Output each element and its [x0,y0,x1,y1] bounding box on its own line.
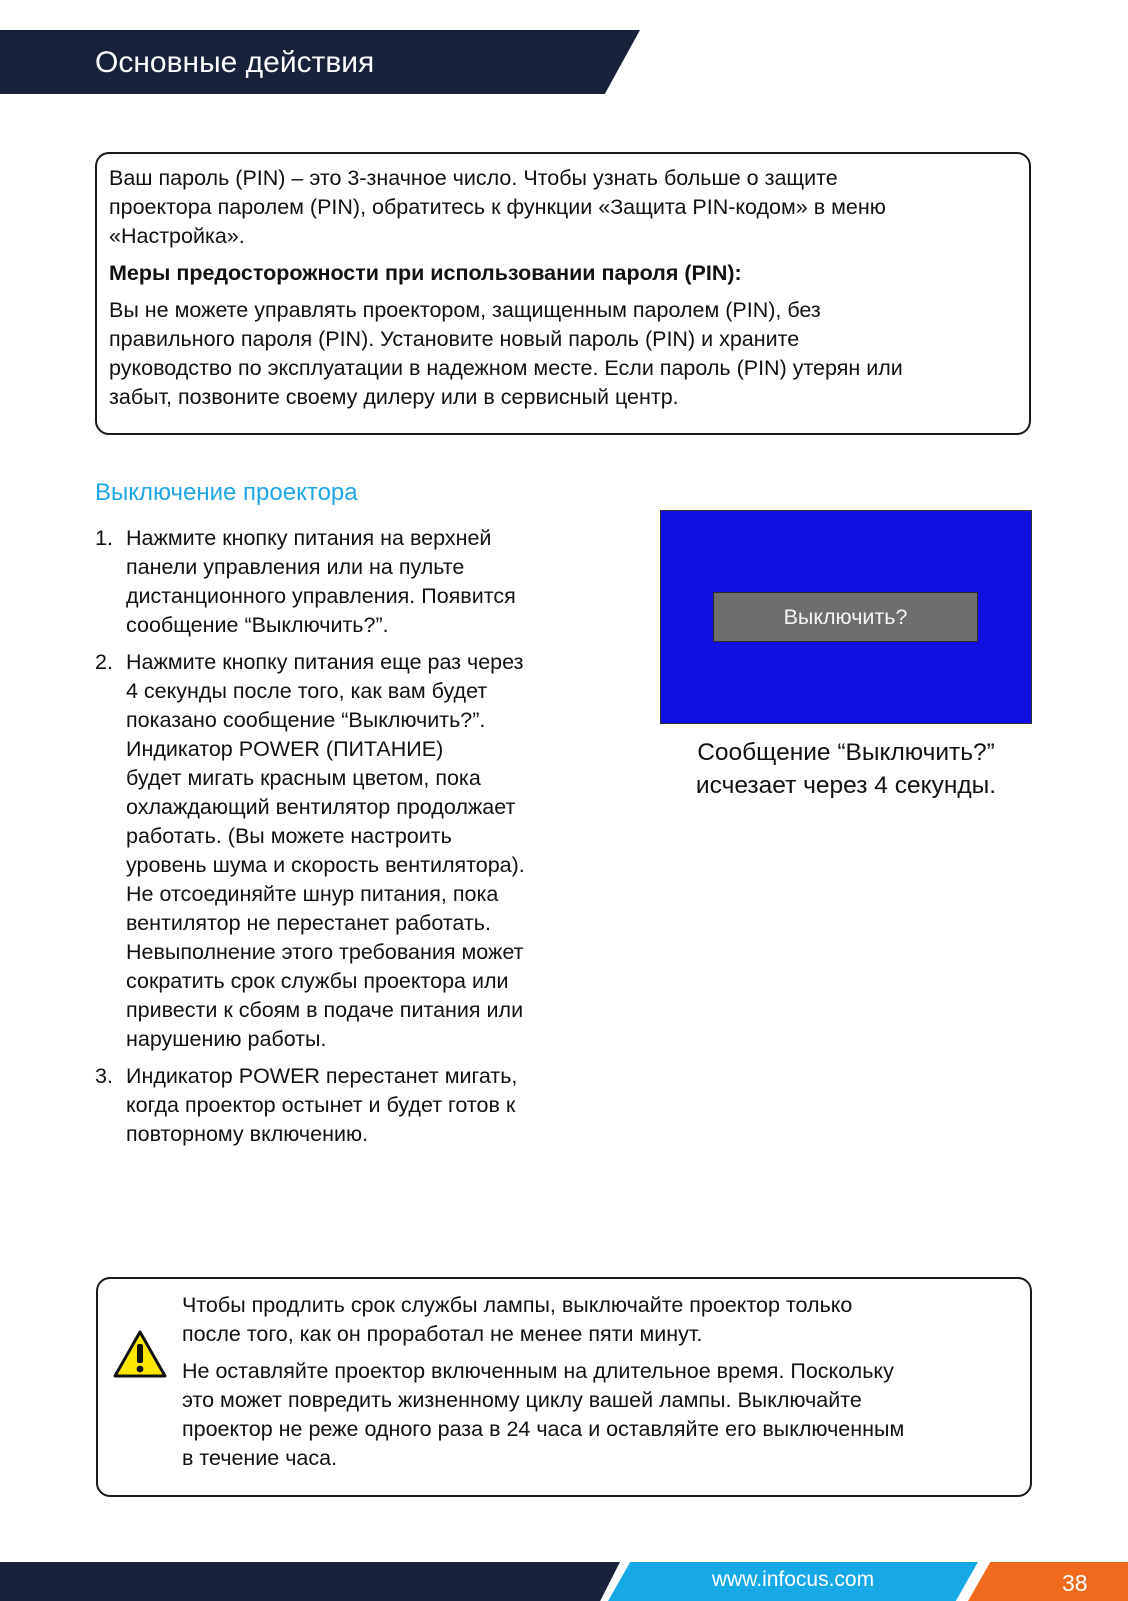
step-line: Не отсоединяйте шнур питания, пока [126,882,499,906]
steps-list [95,524,615,1157]
warning-line: после того, как он проработал не менее пяти минут. [182,1322,703,1346]
warning-paragraph [182,1357,1022,1473]
step-line: уровень шума и скорость вентилятора). [126,853,525,877]
warning-box [96,1277,1032,1497]
pin-note-body-line: правильного пароля (PIN). Установите новый пароль (PIN) и храните [109,327,800,351]
footer-url[interactable]: www.infocus.com [711,1568,875,1591]
warning-text [182,1291,1022,1473]
screen-caption-line: Сообщение “Выключить?” [697,739,995,766]
step-line: 4 секунды после того, как вам будет [126,679,488,703]
step-line: дистанционного управления. Появится [126,584,516,608]
step-line: сократить срок службы проектора или [126,969,509,993]
step-line: привести к сбоям в подаче питания или [126,998,524,1022]
footer-bar-dark [0,1562,620,1601]
pin-note-intro [109,164,1017,251]
warning-line: проектор не реже одного раза в 24 часа и оставляйте его выключенным [182,1417,905,1441]
section-title: Выключение проектора [95,479,358,506]
step-item [95,648,615,1054]
shutdown-confirm-message: Выключить? [713,592,978,642]
step-item [95,1062,615,1149]
step-line: показано сообщение “Выключить?”. [126,708,486,732]
pin-note-heading: Меры предосторожности при использовании пароля (PIN): [109,261,742,285]
pin-note-body-line: Вы не можете управлять проектором, защищенным паролем (PIN), без [109,298,821,322]
warning-line: в течение часа. [182,1446,338,1470]
warning-line: это может повредить жизненному циклу вашей лампы. Выключайте [182,1388,862,1412]
step-line: Индикатор POWER перестанет мигать, [126,1064,518,1088]
pin-note-body-line: руководство по эксплуатации в надежном месте. Если пароль (PIN) утерян или [109,356,903,380]
step-line: сообщение “Выключить?”. [126,613,389,637]
pin-note-intro-line: проектора паролем (PIN), обратитесь к функции «Защита PIN-кодом» в меню [109,195,886,219]
warning-line: Чтобы продлить срок службы лампы, выключайте проектор только [182,1293,853,1317]
pin-note-box [95,152,1031,435]
step-line: Индикатор POWER (ПИТАНИЕ) [126,737,444,761]
step-line: панели управления или на пульте [126,555,465,579]
step-line: Нажмите кнопку питания на верхней [126,526,492,550]
warning-triangle-icon [112,1329,168,1379]
footer-bar-orange [968,1562,1128,1601]
step-number: 2. [95,650,113,674]
step-line: вентилятор не перестанет работать. [126,911,491,935]
step-item [95,524,615,640]
step-number: 1. [95,526,113,550]
page-number: 38 [1062,1570,1088,1596]
step-line: когда проектор остынет и будет готов к [126,1093,516,1117]
pin-note-intro-line: Ваш пароль (PIN) – это 3-значное число. Чтобы узнать больше о защите [109,166,838,190]
warning-paragraph [182,1291,1022,1349]
step-number: 3. [95,1064,113,1088]
step-line: работать. (Вы можете настроить [126,824,452,848]
pin-note-intro-line: «Настройка». [109,224,245,248]
step-line: повторному включению. [126,1122,369,1146]
warning-line: Не оставляйте проектор включенным на длительное время. Поскольку [182,1359,894,1383]
step-line: Невыполнение этого требования может [126,940,524,964]
step-line: Нажмите кнопку питания еще раз через [126,650,524,674]
screen-caption [660,736,1032,802]
step-line: охлаждающий вентилятор продолжает [126,795,516,819]
page-title: Основные действия [95,46,375,79]
pin-note-body [109,296,1017,412]
pin-note-body-line: забыт, позвоните своему дилеру или в сервисный центр. [109,385,679,409]
screen-caption-line: исчезает через 4 секунды. [695,772,997,799]
step-line: будет мигать красным цветом, пока [126,766,481,790]
shutdown-screen-illustration [660,510,1032,724]
step-line: нарушению работы. [126,1027,327,1051]
